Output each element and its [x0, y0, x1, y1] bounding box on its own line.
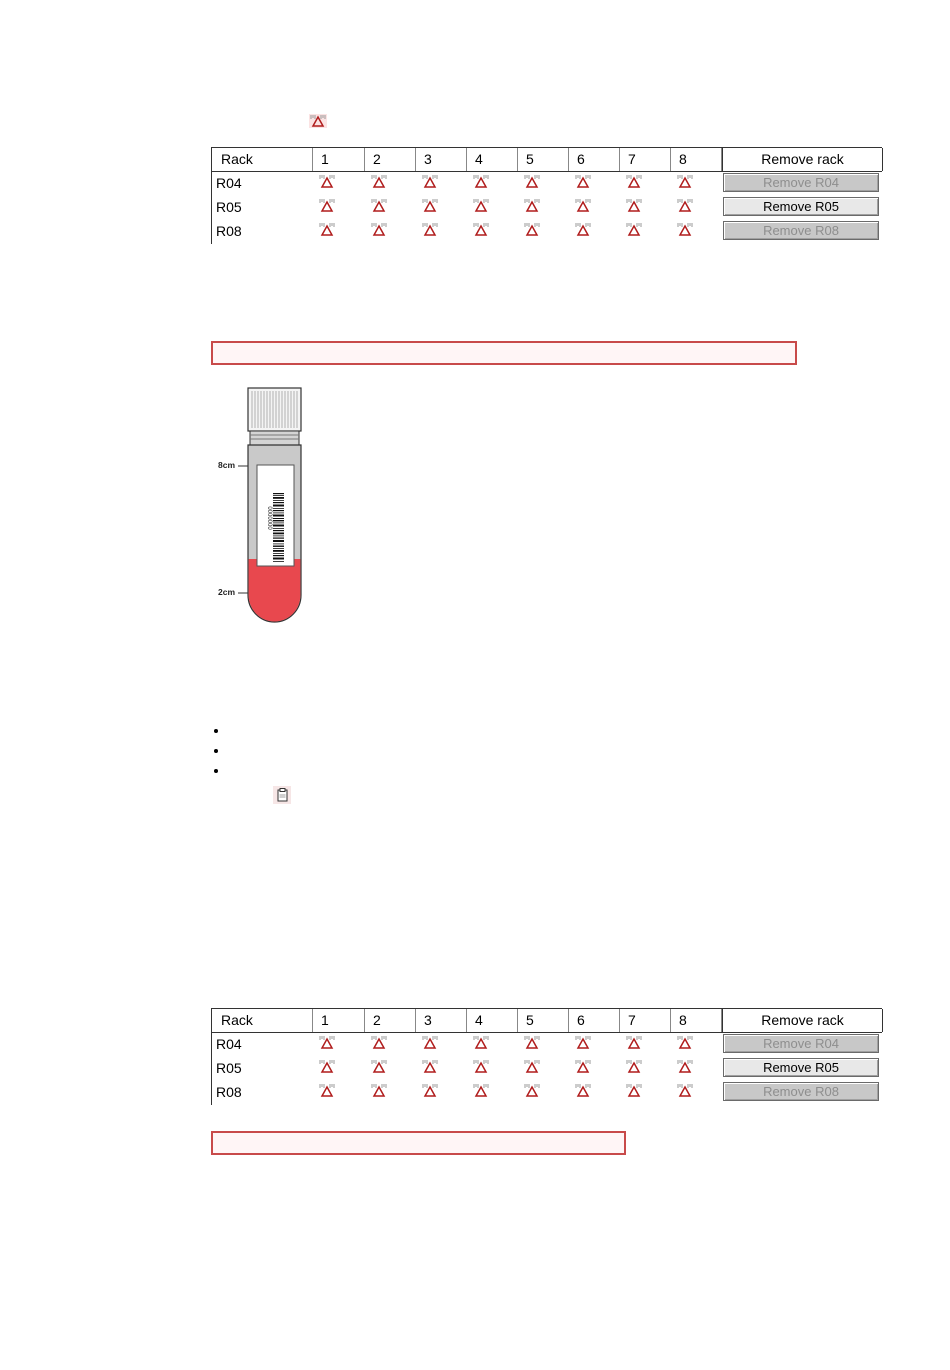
remove-rack-button[interactable]: Remove R05 [723, 1058, 879, 1077]
header-rack: Rack [212, 1009, 313, 1032]
header-position: 5 [518, 1009, 569, 1032]
remove-rack-button[interactable]: Remove R04 [723, 173, 879, 192]
rack-row [211, 172, 882, 196]
tube-warning-icon[interactable] [365, 196, 416, 220]
header-position: 5 [518, 148, 569, 171]
tube-warning-icon[interactable] [467, 172, 518, 196]
tube-warning-icon[interactable] [365, 1081, 416, 1105]
tube-warning-icon[interactable] [365, 1033, 416, 1057]
header-position: 8 [671, 148, 722, 171]
clipboard-icon [273, 786, 291, 804]
tube-warning-icon[interactable] [416, 220, 467, 244]
tube-warning-icon[interactable] [620, 196, 671, 220]
tube-warning-icon[interactable] [671, 1033, 722, 1057]
tube-warning-icon [309, 114, 327, 128]
tube-warning-icon[interactable] [518, 172, 569, 196]
tube-warning-icon[interactable] [416, 196, 467, 220]
barcode-number: 0000000 [266, 506, 272, 530]
tube-warning-icon[interactable] [313, 1033, 365, 1057]
rack-table [211, 147, 882, 244]
level-label-top: 8cm [218, 460, 236, 470]
tube-warning-icon[interactable] [365, 220, 416, 244]
rack-table-header [211, 147, 882, 172]
tube-warning-icon[interactable] [620, 172, 671, 196]
rack-label: R04 [216, 1036, 242, 1052]
header-position: 7 [620, 148, 671, 171]
tube-warning-icon[interactable] [671, 1057, 722, 1081]
rack-table [211, 1008, 882, 1105]
tube-warning-icon[interactable] [569, 172, 620, 196]
tube-warning-icon[interactable] [313, 172, 365, 196]
tube-warning-icon[interactable] [416, 172, 467, 196]
tube-warning-icon[interactable] [518, 1081, 569, 1105]
tube-warning-icon[interactable] [365, 172, 416, 196]
rack-row [211, 1057, 882, 1081]
tube-warning-icon[interactable] [518, 196, 569, 220]
remove-rack-button[interactable]: Remove R05 [723, 197, 879, 216]
rack-label: R05 [216, 199, 242, 215]
rack-row [211, 196, 882, 220]
header-position: 6 [569, 148, 620, 171]
rack-row [211, 220, 882, 244]
tube-warning-icon[interactable] [569, 1081, 620, 1105]
tube-warning-icon[interactable] [416, 1081, 467, 1105]
tube-warning-icon[interactable] [620, 220, 671, 244]
tube-warning-icon[interactable] [416, 1057, 467, 1081]
tube-warning-icon[interactable] [671, 196, 722, 220]
header-position: 4 [467, 1009, 518, 1032]
tube-warning-icon[interactable] [313, 1081, 365, 1105]
tube-warning-icon[interactable] [620, 1081, 671, 1105]
highlight-bar [211, 1131, 626, 1155]
tube-warning-icon[interactable] [467, 1033, 518, 1057]
header-position: 7 [620, 1009, 671, 1032]
header-position: 8 [671, 1009, 722, 1032]
tube-warning-icon[interactable] [569, 1033, 620, 1057]
header-rack: Rack [212, 148, 313, 171]
tube-warning-icon[interactable] [518, 1033, 569, 1057]
sample-tube-diagram [212, 385, 312, 630]
header-position: 2 [365, 1009, 416, 1032]
tube-warning-icon[interactable] [467, 1081, 518, 1105]
tube-warning-icon[interactable] [671, 220, 722, 244]
header-position: 1 [313, 148, 365, 171]
rack-row [211, 1081, 882, 1105]
header-position: 3 [416, 1009, 467, 1032]
header-position: 6 [569, 1009, 620, 1032]
tube-blood-fill [249, 559, 301, 622]
tube-warning-icon[interactable] [313, 1057, 365, 1081]
rack-label: R04 [216, 175, 242, 191]
tube-warning-icon[interactable] [518, 1057, 569, 1081]
header-position: 4 [467, 148, 518, 171]
tube-warning-icon[interactable] [620, 1057, 671, 1081]
header-remove-rack: Remove rack [722, 148, 883, 171]
remove-rack-button[interactable]: Remove R08 [723, 221, 879, 240]
tube-warning-icon[interactable] [518, 220, 569, 244]
tube-warning-icon[interactable] [467, 220, 518, 244]
tube-cap [248, 388, 301, 431]
rack-label: R08 [216, 1084, 242, 1100]
rack-label: R05 [216, 1060, 242, 1076]
tube-warning-icon[interactable] [620, 1033, 671, 1057]
remove-rack-button[interactable]: Remove R04 [723, 1034, 879, 1053]
tube-warning-icon[interactable] [569, 196, 620, 220]
tube-warning-icon[interactable] [416, 1033, 467, 1057]
highlight-bar [211, 341, 797, 365]
header-position: 2 [365, 148, 416, 171]
tube-warning-icon[interactable] [671, 1081, 722, 1105]
header-position: 1 [313, 1009, 365, 1032]
header-remove-rack: Remove rack [722, 1009, 883, 1032]
rack-row [211, 1033, 882, 1057]
tube-warning-icon[interactable] [467, 1057, 518, 1081]
header-position: 3 [416, 148, 467, 171]
tube-warning-icon[interactable] [671, 172, 722, 196]
tube-warning-icon[interactable] [569, 220, 620, 244]
tube-warning-icon[interactable] [313, 196, 365, 220]
tube-warning-icon[interactable] [467, 196, 518, 220]
tube-warning-icon[interactable] [569, 1057, 620, 1081]
tube-warning-icon[interactable] [365, 1057, 416, 1081]
level-label-bottom: 2cm [218, 587, 236, 597]
rack-label: R08 [216, 223, 242, 239]
remove-rack-button[interactable]: Remove R08 [723, 1082, 879, 1101]
rack-table-header [211, 1008, 882, 1033]
tube-warning-icon[interactable] [313, 220, 365, 244]
